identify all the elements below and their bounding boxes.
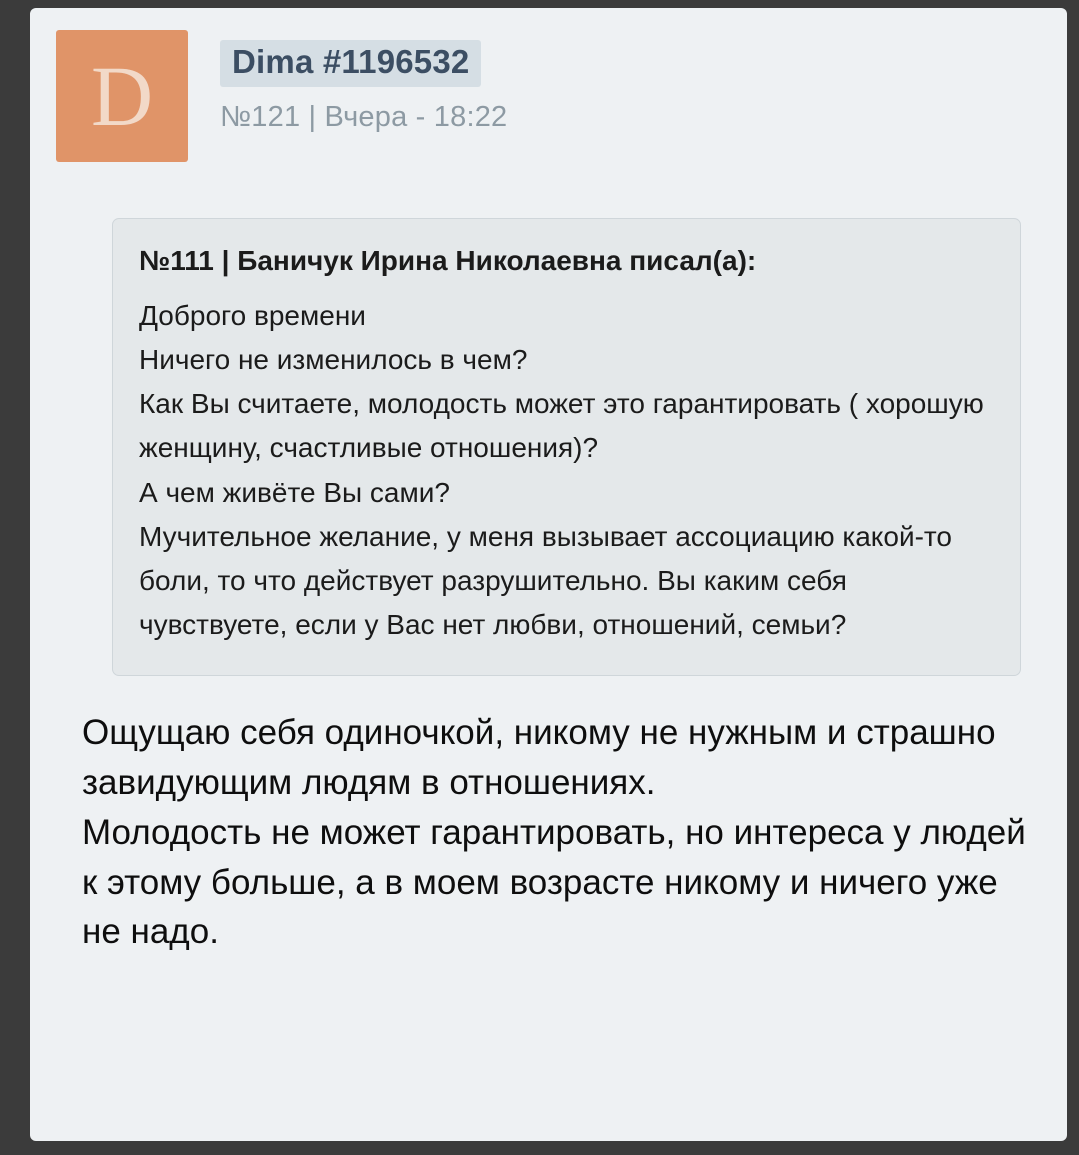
post-header: [56, 30, 1043, 162]
post-meta: №121 | Вчера - 18:22: [220, 101, 508, 133]
quote-line: Как Вы считаете, молодость может это гарантировать ( хорошую женщину, счастливые отношения)?: [139, 388, 984, 464]
quote-line: Мучительное желание, у меня вызывает ассоциацию какой-то боли, то что действует разрушительно. Вы каким себя чувствуете, если у Вас нет любви, отношений, семьи?: [139, 520, 952, 641]
quote-author-line[interactable]: №111 | Баничук Ирина Николаевна писал(а):: [139, 245, 757, 276]
avatar[interactable]: D: [56, 30, 188, 162]
post-body: [82, 708, 1035, 956]
quote-block: [112, 218, 1021, 676]
quote-line: Доброго времени: [139, 299, 366, 331]
quote-line: А чем живёте Вы сами?: [139, 476, 450, 508]
author-name[interactable]: Dima #1196532: [220, 40, 481, 87]
post-header-meta: [220, 30, 507, 134]
post-body-line: Ощущаю себя одиночкой, никому не нужным и страшно завидующим людям в отношениях.: [82, 713, 996, 803]
post-card: [30, 8, 1067, 1141]
post-body-line: Молодость не может гарантировать, но интереса у людей к этому больше, а в моем возрасте никому и ничего уже не надо.: [82, 812, 1026, 952]
quote-line: Ничего не изменилось в чем?: [139, 343, 528, 375]
